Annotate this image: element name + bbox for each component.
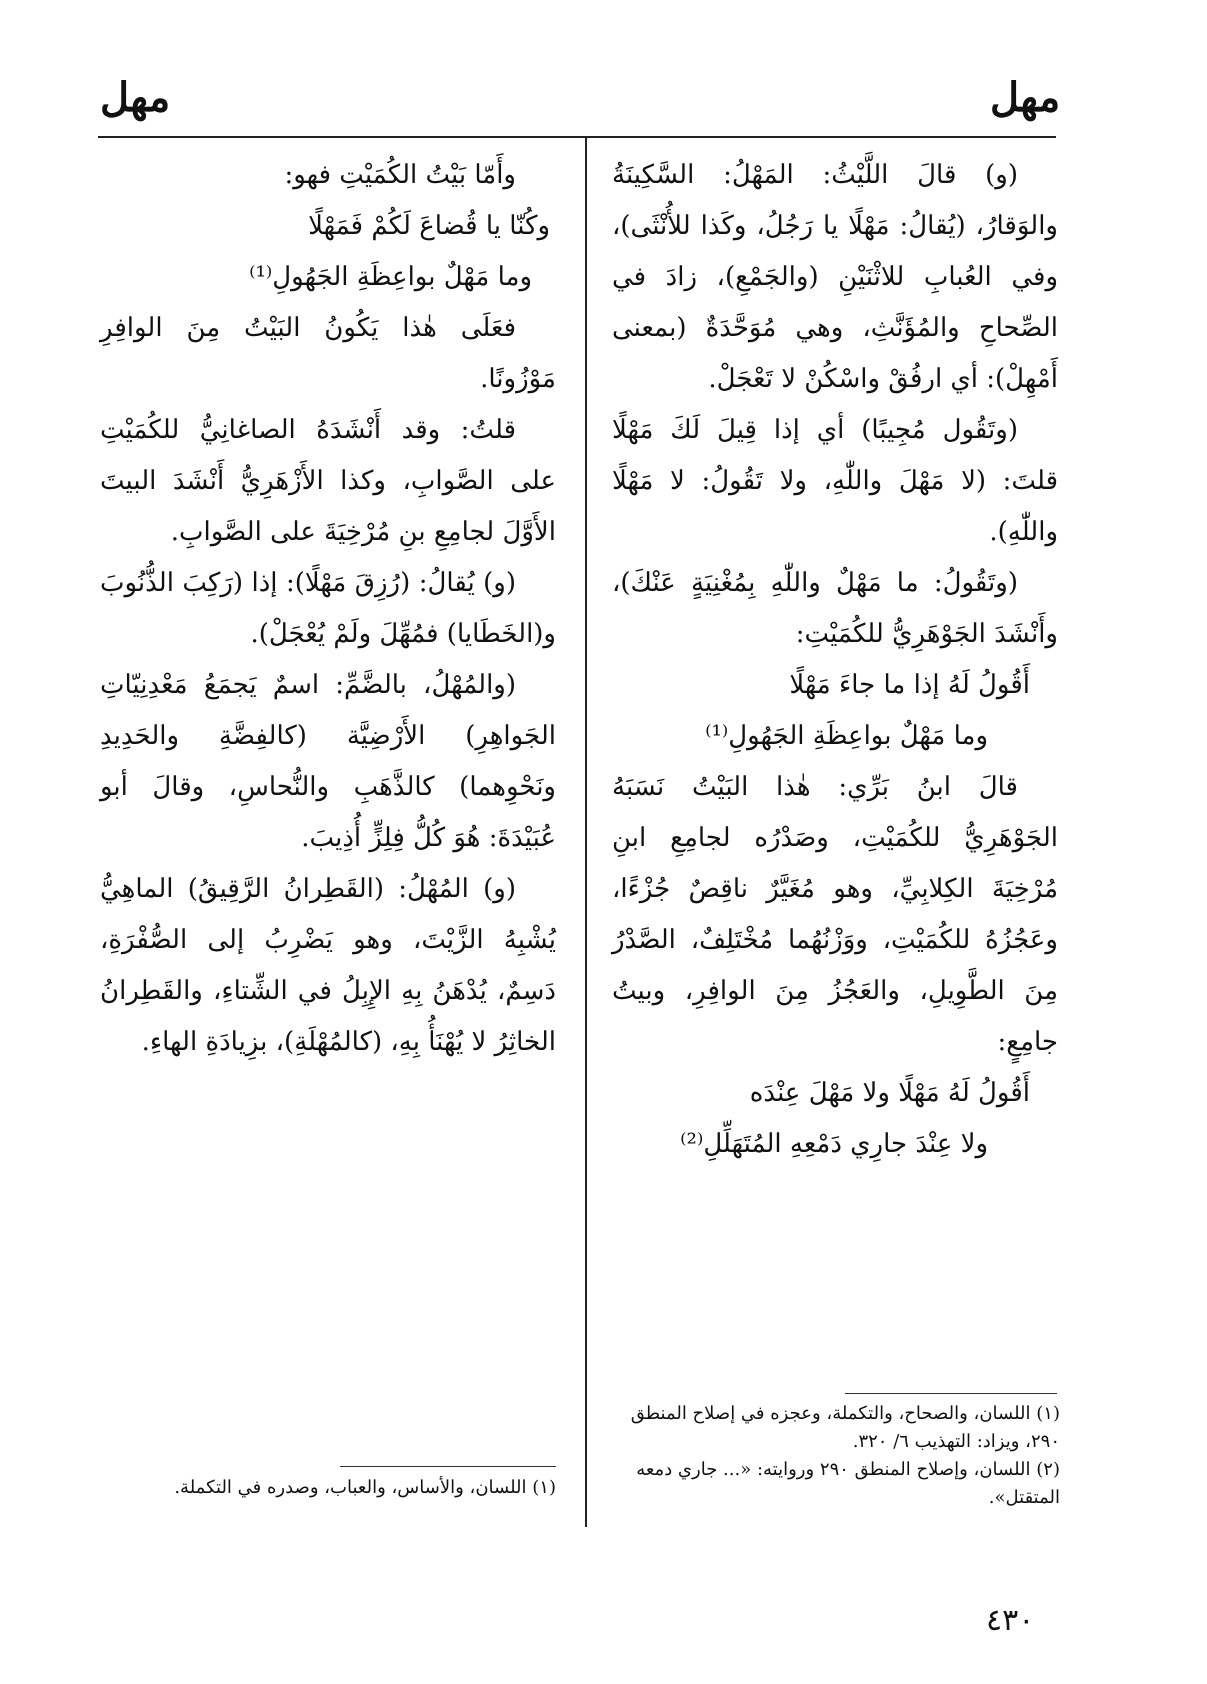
poetry-hemistich: وما مَهْلٌ بواعِظَةِ الجَهُولِ⁽¹⁾ (249, 262, 532, 292)
poetry-hemistich: أَقُولُ لَهُ مَهْلًا ولا مَهْلَ عِنْدَه (749, 1078, 1030, 1108)
header-rule (98, 136, 1056, 138)
footnote: (١) اللسان، والأساس، والعباب، وصدره في التكملة. (174, 1477, 556, 1498)
running-head-left: مهل (100, 74, 171, 121)
entry-paragraph: (و) يُقالُ: (رُزِقَ مَهْلًا): إذا (رَكِبَ الذُّنُوبَ و(الخَطَايا) فمُهِّلَ ولَمْ يُعْجَلْ). (100, 568, 556, 649)
footnotes-right (620, 1400, 1060, 1512)
entry-paragraph: (وتَقُولُ: ما مَهْلٌ واللّٰهِ بِمُغْنِيَةٍ عَنْكَ)، وأَنْشَدَ الجَوْهَرِيُّ للكُمَيْتِ: (612, 568, 1058, 649)
entry-paragraph: قلتُ: وقد أَنْشَدَهُ الصاغانِيُّ للكُمَيْتِ على الصَّوابِ، وكذا الأَزْهَرِيُّ أَنْشَدَ البيتَ الأَوَّلَ لجامِعِ بنِ مُرْخِيَةَ على الصَّوابِ. (100, 415, 556, 547)
poetry-hemistich: وكُنّا يا قُضاعَ لَكُمْ فَمَهْلًا (308, 211, 550, 241)
right-column (612, 150, 1058, 1170)
footnote-rule (845, 1393, 1057, 1394)
footnote: (٢) اللسان، وإصلاح المنطق ٢٩٠ وروايته: «... جاري دمعه المتقتل». (636, 1459, 1060, 1508)
left-column (100, 150, 556, 1068)
entry-paragraph: (و) المُهْلُ: (القَطِرانُ الرَّقِيقُ) الماهِيُّ يُشْبِهُ الزَّيْتَ، وهو يَضْرِبُ إلى الصُّفْرَةِ، دَسِمٌ، يُدْهَنُ بِهِ الإِبِلُ في الشِّتاءِ، والقَطِرانُ الخاثِرُ لا يُهْنَأُ بِهِ، (كالمُهْلَةِ)، بزِيادَةِ الهاءِ. (100, 874, 556, 1057)
entry-paragraph: (والمُهْلُ، بالضَّمِّ: اسمٌ يَجمَعُ مَعْدِنِيّاتِ الجَواهِرِ) الأَرْضِيَّة (كالفِضَّةِ والحَدِيدِ ونَحْوِهما) كالذَّهَبِ والنُّحاسِ، وقالَ أبو عُبَيْدَةَ: هُوَ كُلُّ فِلِزٍّ أُذِيبَ. (100, 670, 556, 853)
footnote-rule (340, 1466, 556, 1467)
running-head-right: مهل (990, 74, 1061, 121)
entry-paragraph: فعَلَى هٰذا يَكُونُ البَيْتُ مِنَ الوافِرِ مَوْزُونًا. (100, 313, 556, 394)
poetry-hemistich: وما مَهْلٌ بواعِظَةِ الجَهُولِ⁽¹⁾ (705, 721, 988, 751)
poetry-hemistich: ولا عِنْدَ جارِي دَمْعِهِ المُتَهَلِّلِ⁽²⁾ (680, 1129, 988, 1159)
footnotes-left (100, 1474, 556, 1502)
poetry-hemistich: أَقُولُ لَهُ إذا ما جاءَ مَهْلًا (789, 670, 1030, 700)
entry-paragraph: (وتَقُول مُجِيبًا) أي إذا قِيلَ لَكَ مَهْلًا قلتَ: (لا مَهْلَ واللّٰهِ، ولا تَقُولُ: لا مَهْلًا واللّٰهِ). (612, 415, 1058, 547)
column-divider (585, 137, 587, 1527)
page-number: ٤٣٠ (986, 1603, 1035, 1638)
footnote: (١) اللسان، والصحاح، والتكملة، وعجزه في إصلاح المنطق ٢٩٠، ويزاد: التهذيب ٦/ ٣٢٠. (630, 1403, 1060, 1452)
entry-paragraph: وأَمّا بَيْتُ الكُمَيْتِ فهو: (284, 160, 516, 190)
entry-paragraph: قالَ ابنُ بَرِّي: هٰذا البَيْتُ نَسَبَهُ الجَوْهَرِيُّ للكُمَيْتِ، وصَدْرُه لجامِعِ ابنِ مُرْخِيَةَ الكِلابِيِّ، وهو مُغَيَّرٌ ناقِصٌ جُزْءًا، وعَجُزُهُ للكُمَيْتِ، ووَزْنُهُما مُخْتَلِفٌ، الصَّدْرُ مِنَ الطَّوِيلِ، والعَجُزُ مِنَ الوافِرِ، وبيتُ جامِعٍ: (612, 772, 1058, 1057)
entry-paragraph: (و) قالَ اللَّيْثُ: المَهْلُ: السَّكِينَةُ والوَقارُ، (يُقالُ: مَهْلًا يا رَجُلُ، وكَذا للأُنْثَى)، وفي العُبابِ للاثْنَيْنِ (والجَمْعِ)، زادَ في الصِّحاحِ والمُؤَنَّثِ، وهي مُوَحَّدَةٌ (بمعنى أَمْهِلْ): أي ارفُقْ واسْكُنْ لا تَعْجَلْ. (612, 160, 1058, 394)
